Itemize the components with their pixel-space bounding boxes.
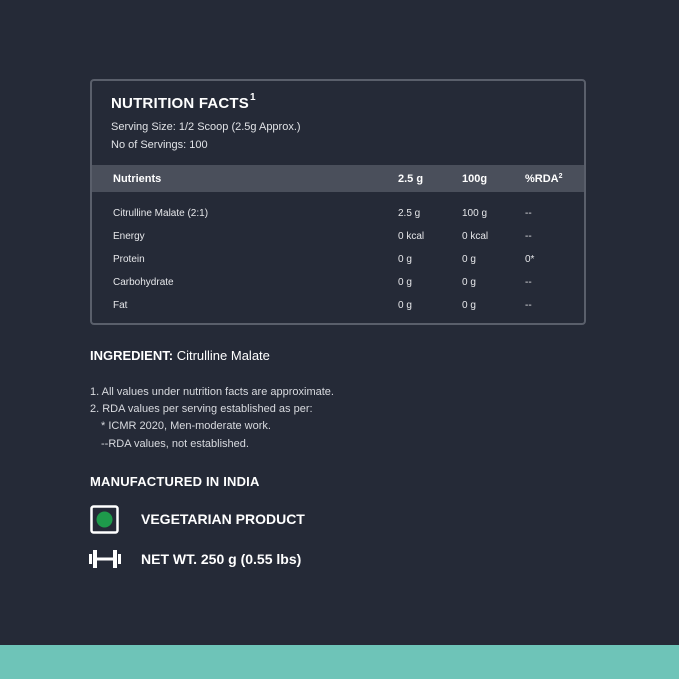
title-footnote-marker: 1 <box>250 92 256 103</box>
note-rda-not-established: --RDA values, not established. <box>101 438 249 450</box>
header-rda: %RDA$^2$ <box>525 173 563 185</box>
row-per-serving: 0 g <box>398 277 412 288</box>
row-per-serving: 2.5 g <box>398 208 421 219</box>
table-row <box>92 208 584 228</box>
row-per-100g: 0 kcal <box>462 231 489 242</box>
serving-size: Serving Size: 1/2 Scoop (2.5g Approx.) <box>111 121 301 133</box>
table-row <box>92 277 584 297</box>
row-per-100g: 0 g <box>462 254 476 265</box>
row-rda: -- <box>525 231 532 242</box>
vegetarian-product: VEGETARIAN PRODUCT <box>141 511 305 527</box>
header-per-100g: 100g <box>462 173 488 185</box>
nutrition-facts-panel <box>90 79 586 325</box>
row-per-serving: 0 g <box>398 254 412 265</box>
manufactured-in-india: MANUFACTURED IN INDIA <box>90 474 260 489</box>
row-nutrient: Carbohydrate <box>113 277 174 288</box>
row-nutrient: Citrulline Malate (2:1) <box>113 208 209 219</box>
table-row <box>92 254 584 274</box>
row-nutrient: Protein <box>113 254 145 265</box>
table-row <box>92 300 584 320</box>
veg-mark-icon <box>90 505 119 534</box>
ingredient-line <box>90 348 270 363</box>
row-per-100g: 0 g <box>462 277 476 288</box>
row-rda: -- <box>525 277 532 288</box>
row-per-serving: 0 g <box>398 300 412 311</box>
note-1: 1. All values under nutrition facts are approximate. <box>90 386 334 398</box>
row-rda: -- <box>525 208 532 219</box>
row-nutrient: Fat <box>113 300 128 311</box>
row-rda: -- <box>525 300 532 311</box>
header-per-serving: 2.5 g <box>398 173 424 185</box>
ingredient-label: INGREDIENT: <box>90 348 174 363</box>
table-header <box>92 165 584 192</box>
net-weight: NET WT. 250 g (0.55 lbs) <box>141 551 302 567</box>
ingredient-value: Citrulline Malate <box>176 348 270 363</box>
row-nutrient: Energy <box>113 231 145 242</box>
dumbbell-icon <box>88 549 122 569</box>
servings-count: No of Servings: 100 <box>111 139 208 151</box>
row-per-100g: 100 g <box>462 208 488 219</box>
bottom-accent-bar <box>0 645 679 679</box>
row-rda: 0* <box>525 254 535 265</box>
nutrition-facts-title: NUTRITION FACTS$^1$ <box>111 92 256 112</box>
row-per-serving: 0 kcal <box>398 231 425 242</box>
header-nutrients: Nutrients <box>113 173 162 185</box>
note-icmr: * ICMR 2020, Men-moderate work. <box>101 420 271 432</box>
row-per-100g: 0 g <box>462 300 476 311</box>
note-2: 2. RDA values per serving established as per: <box>90 403 313 415</box>
table-row <box>92 231 584 251</box>
